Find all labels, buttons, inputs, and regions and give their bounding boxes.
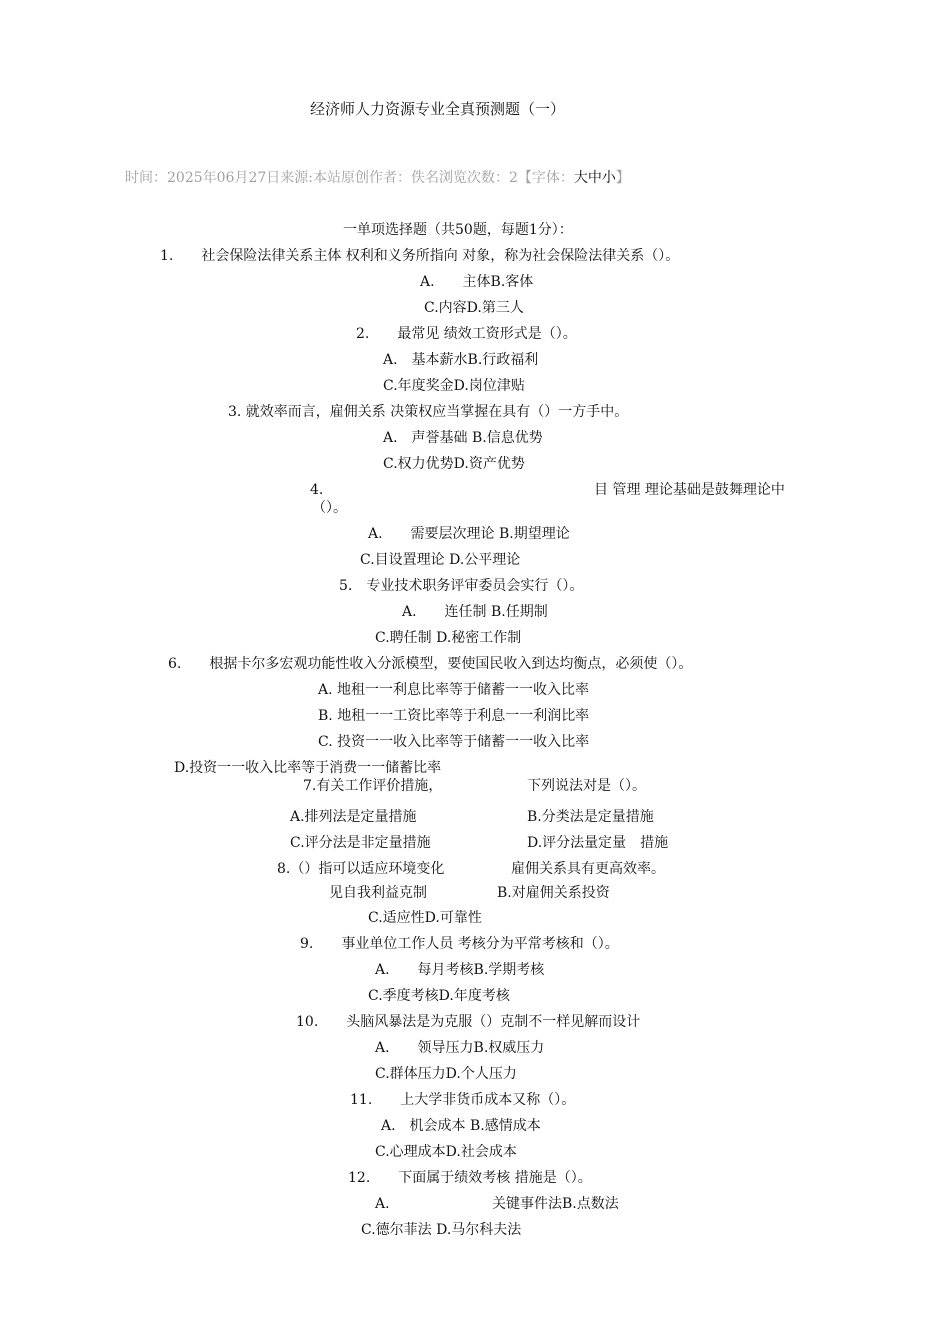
question-12-options-ab: 关键事件法B.点数法 xyxy=(492,1196,619,1212)
question-11: 11. 上大学非货币成本又称（）。 xyxy=(350,1092,576,1108)
question-4-ending: （）。 xyxy=(312,500,347,516)
question-7-option-d: D.评分法量定量 措施 xyxy=(527,835,669,851)
question-4-options-ab: A. 需要层次理论 B.期望理论 xyxy=(368,526,570,542)
question-1-options-cd: C.内容D.第三人 xyxy=(424,300,524,316)
question-4-number: 4. xyxy=(310,482,324,498)
page-title: 经济师人力资源专业全真预测题（一） xyxy=(310,100,566,118)
question-8-tail: 雇佣关系具有更高效率。 xyxy=(511,861,665,877)
question-7-option-a: A.排列法是定量措施 xyxy=(290,809,417,825)
question-3-options-ab: A. 声誉基础 B.信息优势 xyxy=(383,430,543,446)
question-8-option-a: 见自我利益克制 xyxy=(329,885,427,901)
question-4: 目 管理 理论基础是鼓舞理论中 xyxy=(594,482,785,498)
question-9: 9. 事业单位工作人员 考核分为平常考核和（）。 xyxy=(300,936,619,952)
question-4-options-cd: C.目设置理论 D.公平理论 xyxy=(360,552,521,568)
question-8: 8.（）指可以适应环境变化 xyxy=(277,861,445,877)
section-heading: 一单项选择题（共50题，每题1分）： xyxy=(343,222,573,238)
question-8-option-b: B.对雇佣关系投资 xyxy=(497,885,610,901)
question-7-option-c: C.评分法是非定量措施 xyxy=(290,835,431,851)
question-10-options-cd: C.群体压力D.个人压力 xyxy=(375,1066,517,1082)
question-7-option-b: B.分类法是定量措施 xyxy=(527,809,654,825)
question-6-option-d: D.投资一一收入比率等于消费一一储蓄比率 xyxy=(174,760,442,776)
question-3-options-cd: C.权力优势D.资产优势 xyxy=(383,456,525,472)
question-6: 6. 根据卡尔多宏观功能性收入分派模型，要使国民收入到达均衡点，必须使（）。 xyxy=(168,656,693,672)
question-5-options-ab: A. 连任制 B.任期制 xyxy=(402,604,548,620)
question-10: 10. 头脑风暴法是为克服（）克制不一样见解而设计 xyxy=(296,1014,641,1030)
question-11-options-cd: C.心理成本D.社会成本 xyxy=(375,1144,517,1160)
question-8-options-cd: C.适应性D.可靠性 xyxy=(368,910,482,926)
question-1: 1. 社会保险法律关系主体 权利和义务所指向 对象，称为社会保险法律关系（）。 xyxy=(160,248,680,264)
question-6-option-c: C. 投资一一收入比率等于储蓄一一收入比率 xyxy=(318,734,590,750)
meta-text: 时间：2025年06月27日来源:本站原创作者：佚名浏览次数：2【字体： xyxy=(125,170,574,186)
question-12-options-cd: C.德尔菲法 D.马尔科夫法 xyxy=(361,1222,522,1238)
question-6-option-a: A. 地租一一利息比率等于储蓄一一收入比率 xyxy=(318,682,590,698)
question-6-option-b: B. 地租一一工资比率等于利息一一利润比率 xyxy=(318,708,590,724)
question-5-options-cd: C.聘任制 D.秘密工作制 xyxy=(375,630,522,646)
question-9-options-ab: A. 每月考核B.学期考核 xyxy=(375,962,545,978)
question-3: 3. 就效率而言，雇佣关系 决策权应当掌握在具有（）一方手中。 xyxy=(228,404,629,420)
question-7-tail: 下列说法对是（）。 xyxy=(527,778,646,794)
question-11-options-ab: A. 机会成本 B.感情成本 xyxy=(381,1118,541,1134)
question-12-option-a-label: A. xyxy=(375,1196,390,1212)
question-7: 7.有关工作评价措施， xyxy=(303,778,443,794)
question-12: 12. 下面属于绩效考核 措施是（）。 xyxy=(348,1170,592,1186)
question-9-options-cd: C.季度考核D.年度考核 xyxy=(368,988,510,1004)
font-size-options[interactable]: 大中小 xyxy=(573,170,616,186)
article-meta xyxy=(125,169,630,187)
question-1-options-ab: A. 主体B.客体 xyxy=(420,274,534,290)
question-5: 5. 专业技术职务评审委员会实行（）。 xyxy=(339,578,584,594)
question-10-options-ab: A. 领导压力B.权威压力 xyxy=(375,1040,545,1056)
question-2: 2. 最常见 绩效工资形式是（）。 xyxy=(356,326,577,342)
meta-close-bracket: 】 xyxy=(615,170,630,186)
question-2-options-cd: C.年度奖金D.岗位津贴 xyxy=(383,378,525,394)
question-2-options-ab: A. 基本薪水B.行政福利 xyxy=(383,352,539,368)
